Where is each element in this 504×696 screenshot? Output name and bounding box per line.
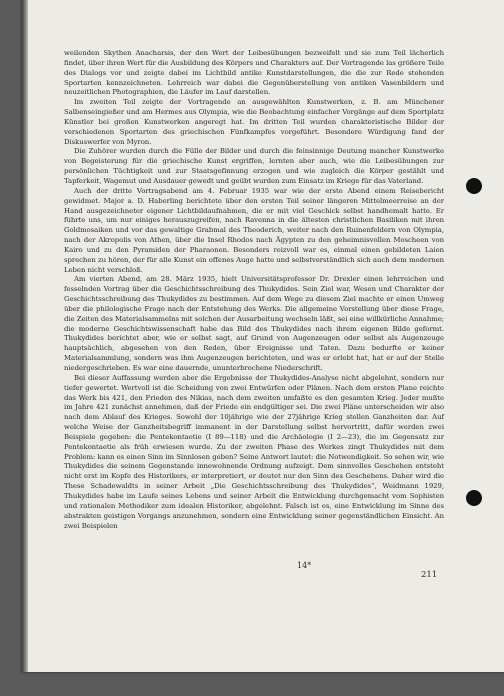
paragraph: Bei dieser Auffassung werden aber die Ergebnisse der Thukydides-Analyse nicht abgelehnt, sondern nur tiefer gewertet. Wertvoll ist die Scheidung von zwei Entwürfen oder Plänen. Nach dem ersten Plane reichte das Werk bis 421, den Frieden des Nikias, nach dem zweiten umfaßte es den gesamten Krieg. Jeder mußte im Jahre 421 zunächst annehmen, daß der Friede ein endgültiger sei. Die zwei Pläne unterscheiden wir also nach dem Ablauf des Krieges. Sowohl der 10jährige wie der 27jährige Krieg stellen Ganzheiten dar. Auf welche Weise der Ganzheitsbegriff immanent in der Darstellung selbst hervortritt, dafür werden zwei Beispiele gegeben: die Pentekontaetie (I 89—118) und die Archäologie (I 2—23), die im Gegensatz zur Pentekontaetie als früh erwiesen wurde. Zu der zweiten Phase des Werkes zingt Thukydides mit dem Problem: kann es einen Sinn im Sinnlosen geben? Seine Antwort lautet: die Notwendigkeit. So sehen wir, wie Thukydides die seinem Gegenstande innewohnende Ordnung aufzeigt. Dem sinnvolles Geschehen entsteht nicht erst im Kopfe des Historikers, er interpretiert, er deutet nur den Sinn des Geschehens. Daher wird die These Schadewaldts in seiner Arbeit „Die Geschichtsschreibung des Thukydides“, Weidmann 1929, Thukydides habe im Laufe seines Lebens und seiner Arbeit die Entwicklung durchgemacht vom Sophisten und rationalen Methodiker zum idealen Historiker, abgelehnt. Falsch ist es, eine Entwicklung im Sinne des abstrakten geistigen Vorgangs anzunehmen, sondern eine Entwicklung seiner gegenständlichen Einsicht. An zwei Beispielen	[64, 373, 444, 530]
paragraph: weilenden Skythen Anacharsis, der den Wert der Leibesübungen bezweifelt und sie zum Teil lächerlich findet, über ihren Wert für die Ausbildung des Körpers und Charakters auf. Der Vortragende las größere Teile des Dialogs vor und zeigte dabei im Lichtbild antike Kunstdarstellungen, die die zur Rede stehenden Sportarten kennzeichneten. Lehrreich war dabei die Gegenüberstellung von antiken Vasenbildern und neuzeitlichen Photographien, die Läufer im Lauf darstellen.	[64, 49, 444, 97]
book-page	[22, 0, 504, 672]
body-text	[64, 49, 444, 531]
punch-hole	[466, 178, 482, 194]
paragraph: Auch der dritte Vortragsabend am 4. Februar 1935 war wie der erste Abend einem Reisebericht gewidmet. Major a. D. Haberling berichtete über den ersten Teil seiner längeren Mittelmeerreise an der Hand ausgezeichneter eigener Lichtbildaufnahmen, die er mit viel Geschick selbst handhemalt hatte. Er führte uns, um nur einiges herauszugreifen, nach Ravenna in die ältesten christlichen Basiliken mit ihren Goldmosaiken und vor das gewaltige Grabmal des Theoderich, weiter nach den Ruinenfeldern von Olympia, nach der Akropolis von Athen, über die Insel Rhodos nach Ägypten zu den geheimnisvollen Moscheen von Kairo und zu den Pyramiden der Pharaonen. Besonders reizvoll war es, einmal einen gebildeten Laien sprechen zu hören, der für alle Kunst ein offenes Auge hatte und selbstverständlich sich auch dem modernen Leben nicht verschloß.	[64, 186, 444, 274]
paragraph: Im zweiten Teil zeigte der Vortragende an ausgewählten Kunstwerken, z. B. am Münchener Salbenseingießer und am Hermes aus Olympia, wie die Beobachtung einfacher Vorgänge auf dem Sportplatz Künstler bei großen Kunstwerken angeregt hat. Im dritten Teil wurden charakteristische Bilder der verschiedenen Sportarten des griechischen Fünfkampfes vorgeführt. Besondere Würdigung fand der Diskuswerfer von Myron.	[64, 98, 444, 146]
signature-mark: 14*	[297, 561, 312, 570]
punch-hole	[466, 490, 482, 506]
page-number: 211	[421, 570, 438, 580]
paragraph: Die Zuhörer wurden durch die Fülle der Bilder und durch die feinsinnige Deutung mancher Kunstwerke von Begeisterung für die griechische Kunst ergriffen, lernten aber auch, wie die Leibesübungen zur persönlichen Tüchtigkeit und zur Staatsgefinnung erzogen und wie zugleich die Körper gestählt und Tapferkeit, Wagemut und Ausdauer gewedt und geübt wurden zum Einsatz im Kriege für das Vaterland.	[64, 147, 444, 185]
paragraph: Am vierten Abend, am 28. März 1935, hielt Universitätsprofessor Dr. Drexler einen lehrreichen und fesselnden Vortrag über die Geschichtsschreibung des Thukydides. Sein Ziel war, Wesen und Charakter der Geschichtsschreibung des Thukydides zu bestimmen. Auf dem Wege zu diesem Ziel machte er einen Umweg über die philologische Frage nach der Entstehung des Werks. Die allgemeine Vorstellung über diese Frage, die Zeiten des Materialsammelns mit solchen der Ausarbeitung wechseln läßt, sei eine willkürliche Annahme; die moderne Geschichtswissenschaft habe das Bild des Thukydides nach ihrem eigenen Bilde geformt. Thukydides berichtet aber, wie er selbst sagt, auf Grund von Augenzeugen oder selbst als Augenzeuge hauptsächlich, abgesehen von den Reden, über Ereignisse und Taten. Dazu bedurfte er keiner Materialsammlung, sondern was ihm Augenzeugen berichteten, und was er erlebt hat, hat er auf der Stelle niedergeschrieben. Es war eine dauernde, ununterbrochene Niederschrift.	[64, 275, 444, 372]
page-binding-edge	[22, 0, 28, 672]
